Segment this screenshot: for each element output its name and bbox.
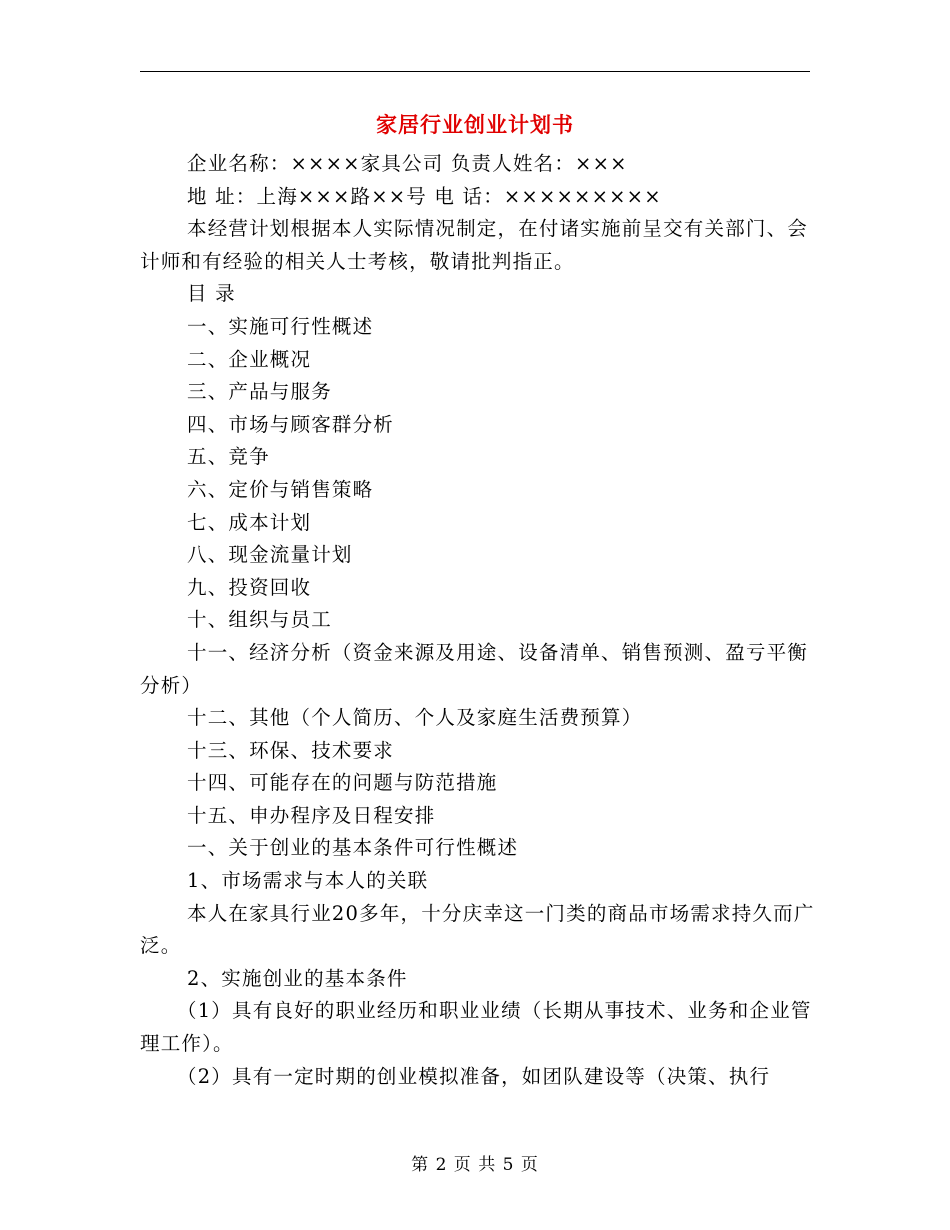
header-rule: [140, 71, 810, 72]
list-item: （1）具有良好的职业经历和职业业绩（长期从事技术、业务和企业管理工作）。: [140, 999, 812, 1056]
toc-item-12: 十二、其他（个人简历、个人及家庭生活费预算）: [187, 706, 643, 730]
document-title: 家居行业创业计划书: [376, 112, 574, 137]
subsection-paragraph: 本人在家具行业20多年，十分庆幸这一门类的商品市场需求持久而广泛。: [140, 901, 815, 958]
toc-heading: 目 录: [187, 282, 236, 306]
toc-item: 九、投资回收: [187, 575, 312, 599]
toc-item-13: 十三、环保、技术要求: [187, 738, 395, 762]
toc-item: 六、定价与销售策略: [187, 477, 374, 501]
toc-item: 一、实施可行性概述: [187, 314, 374, 338]
toc-item: 三、产品与服务: [187, 380, 332, 404]
toc-item: 七、成本计划: [187, 510, 312, 534]
subsection-heading: 1、市场需求与本人的关联: [187, 869, 429, 893]
section-heading: 一、关于创业的基本条件可行性概述: [187, 836, 519, 860]
toc-item-11: 十一、经济分析（资金来源及用途、设备清单、销售预测、盈亏平衡分析）: [140, 640, 809, 697]
page-footer: 第 2 页 共 5 页: [411, 1155, 539, 1175]
toc-item: 二、企业概况: [187, 347, 312, 371]
toc-item: 四、市场与顾客群分析: [187, 412, 395, 436]
company-line: 企业名称：××××家具公司 负责人姓名：×××: [187, 152, 628, 175]
document-body: [140, 148, 815, 1093]
subsection-heading: 2、实施创业的基本条件: [187, 966, 408, 990]
list-item: （2）具有一定时期的创业模拟准备，如团队建设等（决策、执行: [177, 1064, 771, 1088]
toc-item-14: 十四、可能存在的问题与防范措施: [187, 771, 498, 795]
toc-item: 十、组织与员工: [187, 608, 332, 632]
address-line: 地 址：上海×××路××号 电 话：×××××××××: [187, 184, 662, 208]
toc-item: 八、现金流量计划: [187, 543, 353, 567]
toc-item: 五、竞争: [187, 445, 270, 469]
intro-paragraph: 本经营计划根据本人实际情况制定，在付诸实施前呈交有关部门、会计师和有经验的相关人士考核，敬请批判指正。: [140, 217, 809, 273]
toc-item-15: 十五、申办程序及日程安排: [187, 803, 436, 827]
